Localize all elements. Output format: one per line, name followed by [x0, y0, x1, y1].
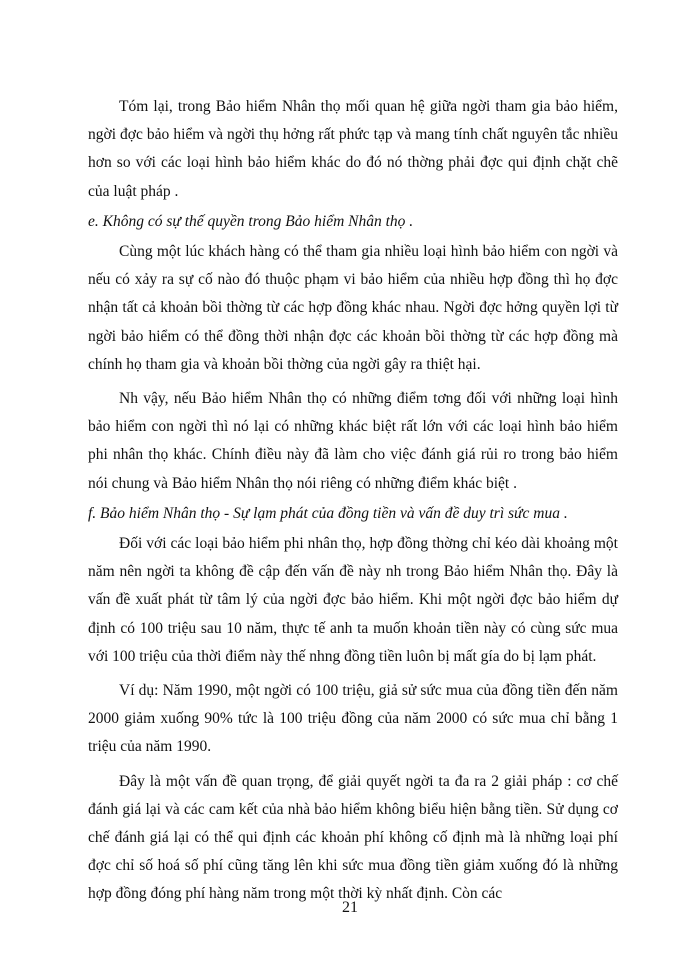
section-heading-e: e. Không có sự thế quyền trong Bảo hiểm Nhân thọ . [88, 212, 414, 230]
paragraph-e-2: Nh vậy, nếu Bảo hiểm Nhân thọ có những điểm tơng đối với những loại hình bảo hiểm con ngời thì nó lại có những khác biệt rất lớn với các loại hình bảo hiểm phi nhân thọ khác. Chính điều này đã làm cho việc đánh giá rủi ro trong bảo hiểm nói chung và Bảo hiểm Nhân thọ nói riêng có những điểm khác biệt . [88, 390, 618, 492]
page-number: 21 [342, 899, 358, 916]
paragraph-e-1: Cùng một lúc khách hàng có thể tham gia nhiều loại hình bảo hiểm con ngời và nếu có xảy ra sự cố nào đó thuộc phạm vi bảo hiểm của nhiều hợp đồng thì họ đợc nhận tất cả khoản bồi thờng từ các hợp đồng khác nhau. Ngời đợc hởng quyền lợi từ ngời bảo hiểm có thể đồng thời nhận đợc các khoản bồi thờng từ các hợp đồng mà chính họ tham gia và khoản bồi thờng của ngời gây ra thiệt hại. [88, 243, 618, 373]
paragraph-f-2: Ví dụ: Năm 1990, một ngời có 100 triệu, giả sử sức mua của đồng tiền đến năm 2000 giảm xuống 90% tức là 100 triệu đồng của năm 2000 có sức mua chỉ bằng 1 triệu của năm 1990. [88, 682, 618, 756]
section-heading-f: f. Bảo hiểm Nhân thọ - Sự lạm phát của đồng tiền và vấn đề duy trì sức mua . [88, 504, 568, 522]
paragraph-summary: Tóm lại, trong Bảo hiểm Nhân thọ mối quan hệ giữa ngời tham gia bảo hiểm, ngời đợc bảo hiểm và ngời thụ hởng rất phức tạp và mang tính chất nguyên tắc nhiều hơn so với các loại hình bảo hiểm khác do đó nó thờng phải đợc qui định chặt chẽ của luật pháp . [88, 98, 618, 200]
paragraph-f-3: Đây là một vấn đề quan trọng, để giải quyết ngời ta đa ra 2 giải pháp : cơ chế đánh giá lại và các cam kết của nhà bảo hiểm không biểu hiện bằng tiền. Sử dụng cơ chế đánh giá lại có thể qui định các khoản phí không cố định mà là những loại phí đợc chỉ số hoá số phí cũng tăng lên khi sức mua đồng tiền giảm xuống đó là những hợp đồng đóng phí hàng năm trong một thời kỳ nhất định. Còn các [88, 772, 618, 903]
document-body [88, 93, 618, 909]
paragraph-f-1: Đối với các loại bảo hiểm phi nhân thọ, hợp đồng thờng chỉ kéo dài khoảng một năm nên ngời ta không đề cập đến vấn đề này nh trong Bảo hiểm Nhân thọ. Đây là vấn đề xuất phát từ tâm lý của ngời đợc bảo hiểm. Khi một ngời đợc bảo hiểm dự định có 100 triệu sau 10 năm, thực tế anh ta muốn khoản tiền này có cùng sức mua với 100 triệu của thời điểm này thế nhng đồng tiền luôn bị mất gía do bị lạm phát. [88, 535, 618, 665]
